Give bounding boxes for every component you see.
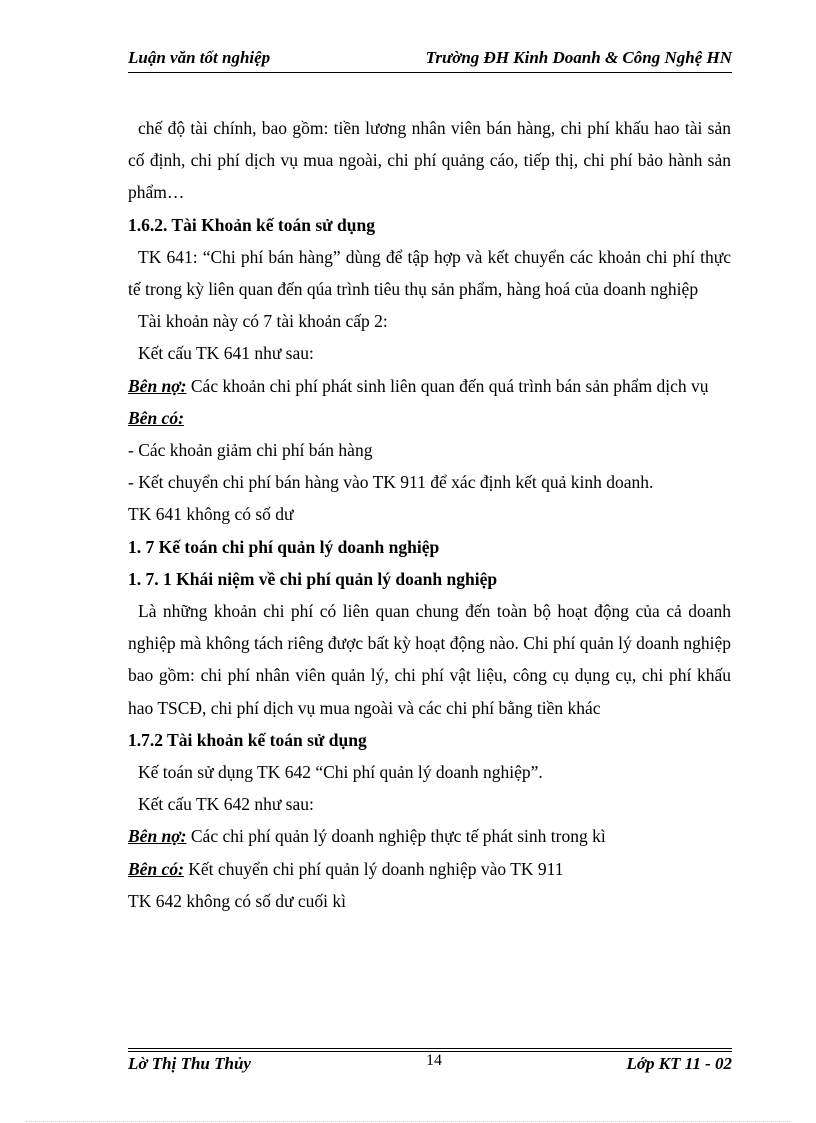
header-divider — [128, 72, 732, 73]
paragraph: TK 641: “Chi phí bán hàng” dùng để tập hợp và kết chuyển các khoản chi phí thực tế trong kỳ liên quan đến qúa trình tiêu thụ sản phẩm, hàng hoá của doanh nghiệp — [128, 246, 731, 300]
page-bottom-border — [26, 1121, 790, 1122]
section-heading: 1.6.2. Tài Khoản kế toán sử dụng — [128, 214, 375, 235]
paragraph: Là những khoản chi phí có liên quan chung đến toàn bộ hoạt động của cả doanh nghiệp mà không tách riêng được bất kỳ hoạt động nào. Chi phí quản lý doanh nghiệp bao gồm: chi phí nhân viên quản lý, chi phí vật liệu, công cụ dụng cụ, chi phí khấu hao TSCĐ, chi phí dịch vụ mua ngoài và các chi phí bằng tiền khác — [128, 601, 731, 718]
paragraph: chế độ tài chính, bao gồm: tiền lương nhân viên bán hàng, chi phí khấu hao tài sản cố định, chi phí dịch vụ mua ngoài, chi phí quảng cáo, tiếp thị, chi phí bảo hành sản phẩm… — [128, 118, 731, 203]
page-header — [128, 48, 732, 72]
debit-entry — [128, 820, 731, 852]
section-heading: 1.7.2 Tài khoản kế toán sử dụng — [128, 729, 367, 750]
debit-text: Các chi phí quản lý doanh nghiệp thực tế phát sinh trong kì — [186, 826, 606, 847]
header-university: Trường ĐH Kinh Doanh & Công Nghệ HN — [425, 48, 732, 67]
page-number: 14 — [426, 1052, 442, 1069]
section-heading: 1. 7 Kế toán chi phí quản lý doanh nghiệp — [128, 536, 440, 557]
paragraph: Tài khoản này có 7 tài khoản cấp 2: — [138, 311, 388, 332]
paragraph: Kết cấu TK 641 như sau: — [138, 343, 314, 364]
credit-text: Kết chuyển chi phí quản lý doanh nghiệp vào TK 911 — [183, 858, 564, 879]
page-footer — [128, 1054, 732, 1078]
debit-text: Các khoản chi phí phát sinh liên quan đến quá trình bán sản phẩm dịch vụ — [186, 375, 709, 396]
footer-class: Lớp KT 11 - 02 — [626, 1054, 732, 1073]
bullet-item: - Các khoản giảm chi phí bán hàng — [128, 440, 373, 461]
credit-entry — [128, 402, 731, 434]
footer-divider — [128, 1048, 732, 1049]
section-heading: 1. 7. 1 Khái niệm về chi phí quản lý doanh nghiệp — [128, 568, 498, 589]
debit-label: Bên nợ: — [128, 826, 187, 847]
paragraph: Kết cấu TK 642 như sau: — [138, 794, 314, 815]
debit-entry — [128, 370, 731, 402]
credit-entry — [128, 853, 731, 885]
paragraph: TK 642 không có số dư cuối kì — [128, 890, 347, 911]
paragraph: Kế toán sử dụng TK 642 “Chi phí quản lý doanh nghiệp”. — [138, 762, 543, 783]
paragraph: TK 641 không có số dư — [128, 504, 294, 525]
credit-label: Bên có: — [128, 407, 184, 428]
header-thesis-title: Luận văn tốt nghiệp — [128, 48, 271, 67]
footer-author: Lờ Thị Thu Thủy — [128, 1054, 251, 1073]
bullet-item: - Kết chuyển chi phí bán hàng vào TK 911 để xác định kết quả kinh doanh. — [128, 472, 654, 493]
document-body — [128, 112, 731, 917]
credit-label: Bên có: — [128, 858, 184, 879]
debit-label: Bên nợ: — [128, 375, 187, 396]
